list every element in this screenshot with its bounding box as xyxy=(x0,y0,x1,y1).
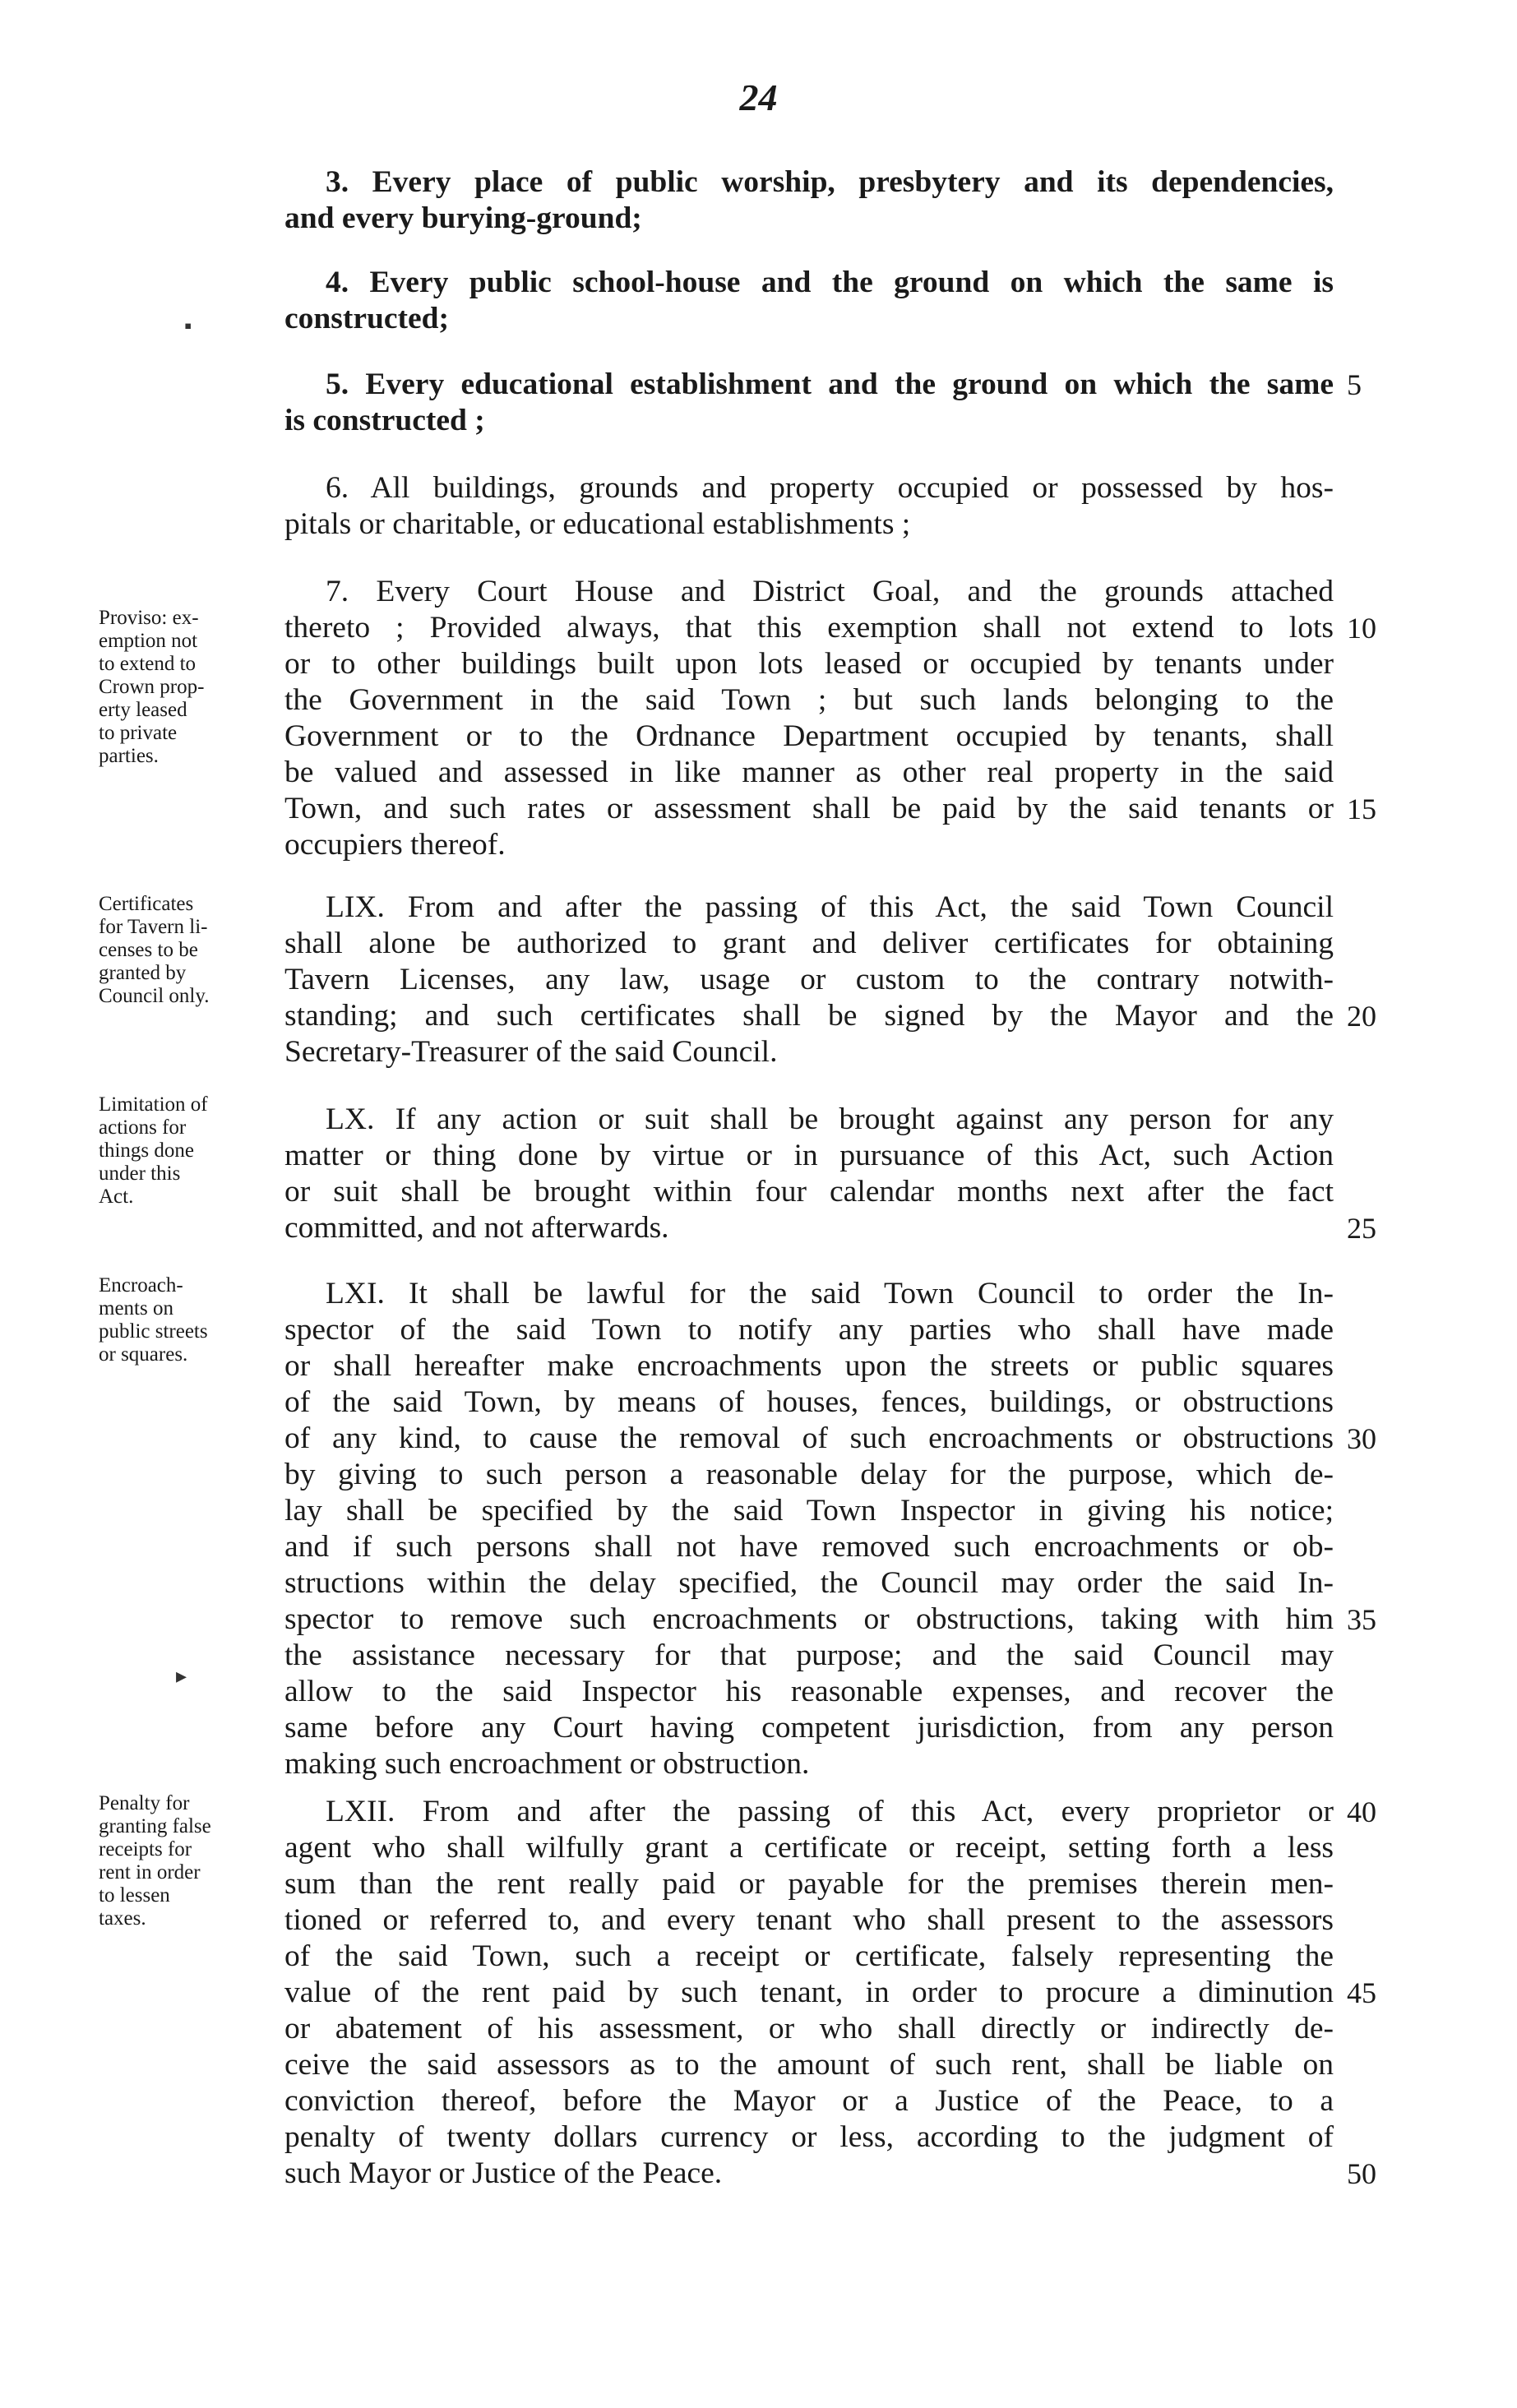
text-line: by giving to such person a reasonable delay for the purpose, which de- xyxy=(284,1458,1334,1491)
text-line: LXII. From and after the passing of this Act, every proprietor or xyxy=(326,1795,1334,1828)
text-line: Tavern Licenses, any law, usage or custom to the contrary notwith- xyxy=(284,963,1334,996)
text-line: matter or thing done by virtue or in pursuance of this Act, such Action xyxy=(284,1139,1334,1172)
margin-note-line: taxes. xyxy=(99,1907,146,1930)
text-line: Town, and such rates or assessment shall be paid by the said tenants or xyxy=(284,792,1334,825)
line-number: 15 xyxy=(1347,793,1376,825)
margin-note-line: Proviso: ex- xyxy=(99,607,199,629)
margin-note-line: granted by xyxy=(99,962,187,984)
line-number: 45 xyxy=(1347,1976,1376,2009)
line-number: 10 xyxy=(1347,612,1376,645)
line-number: 5 xyxy=(1347,368,1362,401)
text-line: be valued and assessed in like manner as other real property in the said xyxy=(284,756,1334,789)
text-line: or shall hereafter make encroachments upon the streets or public squares xyxy=(284,1349,1334,1383)
margin-note-line: Limitation of xyxy=(99,1093,208,1116)
text-line: of the said Town, such a receipt or certificate, falsely representing the xyxy=(284,1939,1334,1973)
text-line: conviction thereof, before the Mayor or a Justice of the Peace, to a xyxy=(284,2084,1334,2118)
text-line: Government or to the Ordnance Department occupied by tenants, shall xyxy=(284,719,1334,753)
margin-note-line: actions for xyxy=(99,1116,187,1139)
text-line: of any kind, to cause the removal of such encroachments or obstructions xyxy=(284,1421,1334,1455)
text-line: tioned or referred to, and every tenant who shall present to the assessors xyxy=(284,1903,1334,1937)
text-line: or to other buildings built upon lots leased or occupied by tenants under xyxy=(284,647,1334,681)
stray-mark: ▸ xyxy=(176,1664,187,1688)
margin-note-line: things done xyxy=(99,1139,194,1162)
margin-note-line: receipts for xyxy=(99,1838,192,1860)
margin-note-line: Penalty for xyxy=(99,1792,190,1814)
text-line: LX. If any action or suit shall be brought against any person for any xyxy=(326,1102,1334,1136)
text-line: the assistance necessary for that purpose; and the said Council may xyxy=(284,1638,1334,1672)
line-number: 50 xyxy=(1347,2157,1376,2190)
margin-note-line: Certificates xyxy=(99,893,194,915)
text-line: structions within the delay specified, the Council may order the said In- xyxy=(284,1566,1334,1600)
text-line: constructed; xyxy=(284,302,449,335)
text-line: shall alone be authorized to grant and deliver certificates for obtaining xyxy=(284,927,1334,960)
text-line: the Government in the said Town ; but such lands belonging to the xyxy=(284,683,1334,717)
text-line: thereto ; Provided always, that this exemption shall not extend to lots xyxy=(284,611,1334,645)
text-line: or abatement of his assessment, or who shall directly or indirectly de- xyxy=(284,2012,1334,2045)
text-line: penalty of twenty dollars currency or less, according to the judgment of xyxy=(284,2120,1334,2154)
text-line: 6. All buildings, grounds and property occupied or possessed by hos- xyxy=(326,471,1334,505)
text-line: spector of the said Town to notify any parties who shall have made xyxy=(284,1313,1334,1347)
margin-note-line: Act. xyxy=(99,1186,134,1208)
text-line: of the said Town, by means of houses, fences, buildings, or obstructions xyxy=(284,1385,1334,1419)
margin-note-line: Council only. xyxy=(99,985,210,1007)
margin-note-line: Crown prop- xyxy=(99,676,205,698)
text-line: standing; and such certificates shall be signed by the Mayor and the xyxy=(284,999,1334,1033)
margin-note xyxy=(99,1093,288,1209)
margin-note-line: ments on xyxy=(99,1297,173,1320)
text-line: LXI. It shall be lawful for the said Town Council to order the In- xyxy=(326,1277,1334,1310)
text-line: is constructed ; xyxy=(284,404,485,437)
margin-note xyxy=(99,893,288,1008)
text-line: lay shall be specified by the said Town Inspector in giving his notice; xyxy=(284,1494,1334,1528)
text-line: or suit shall be brought within four calendar months next after the fact xyxy=(284,1175,1334,1209)
text-line: spector to remove such encroachments or obstructions, taking with him xyxy=(284,1602,1334,1636)
text-line: and if such persons shall not have removed such encroachments or ob- xyxy=(284,1530,1334,1564)
line-number: 20 xyxy=(1347,1000,1376,1033)
margin-note xyxy=(99,1274,288,1366)
text-line: pitals or charitable, or educational establishments ; xyxy=(284,507,911,541)
text-line: same before any Court having competent jurisdiction, from any person xyxy=(284,1711,1334,1745)
text-line: and every burying-ground; xyxy=(284,201,642,235)
margin-note-line: or squares. xyxy=(99,1343,188,1366)
text-line: making such encroachment or obstruction. xyxy=(284,1747,810,1781)
text-line: LIX. From and after the passing of this Act, the said Town Council xyxy=(326,890,1334,924)
text-line: committed, and not afterwards. xyxy=(284,1211,669,1245)
stray-mark: ▪ xyxy=(184,314,192,338)
margin-note-line: public streets xyxy=(99,1320,208,1343)
text-line: Secretary-Treasurer of the said Council. xyxy=(284,1035,778,1069)
text-line: agent who shall wilfully grant a certificate or receipt, setting forth a less xyxy=(284,1831,1334,1865)
line-number: 25 xyxy=(1347,1212,1376,1245)
margin-note xyxy=(99,1792,288,1930)
text-line: sum than the rent really paid or payable for the premises therein men- xyxy=(284,1867,1334,1901)
margin-note-line: censes to be xyxy=(99,939,198,961)
text-line: 7. Every Court House and District Goal, and the grounds attached xyxy=(326,575,1334,608)
text-line: ceive the said assessors as to the amount of such rent, shall be liable on xyxy=(284,2048,1334,2082)
line-number: 35 xyxy=(1347,1603,1376,1636)
text-line: 5. Every educational establishment and the ground on which the same xyxy=(326,367,1334,401)
margin-note-line: erty leased xyxy=(99,699,187,721)
margin-note xyxy=(99,607,288,768)
margin-note-line: emption not xyxy=(99,630,198,652)
margin-note-line: parties. xyxy=(99,745,159,767)
margin-note-line: rent in order xyxy=(99,1861,201,1883)
page-number: 24 xyxy=(739,76,778,118)
margin-note-line: to lessen xyxy=(99,1884,170,1907)
text-line: 4. Every public school-house and the ground on which the same is xyxy=(326,266,1334,299)
text-line: such Mayor or Justice of the Peace. xyxy=(284,2156,723,2190)
text-line: 3. Every place of public worship, presbytery and its dependencies, xyxy=(326,165,1334,199)
margin-note-line: to private xyxy=(99,722,178,744)
text-line: occupiers thereof. xyxy=(284,828,506,862)
margin-note-line: under this xyxy=(99,1162,181,1185)
text-line: value of the rent paid by such tenant, in order to procure a diminution xyxy=(284,1976,1334,2009)
line-number: 30 xyxy=(1347,1422,1376,1455)
margin-note-line: granting false xyxy=(99,1815,211,1837)
margin-note-line: for Tavern li- xyxy=(99,916,208,938)
line-number: 40 xyxy=(1347,1796,1376,1828)
margin-note-line: to extend to xyxy=(99,653,197,675)
text-line: allow to the said Inspector his reasonable expenses, and recover the xyxy=(284,1675,1334,1708)
margin-note-line: Encroach- xyxy=(99,1274,183,1296)
